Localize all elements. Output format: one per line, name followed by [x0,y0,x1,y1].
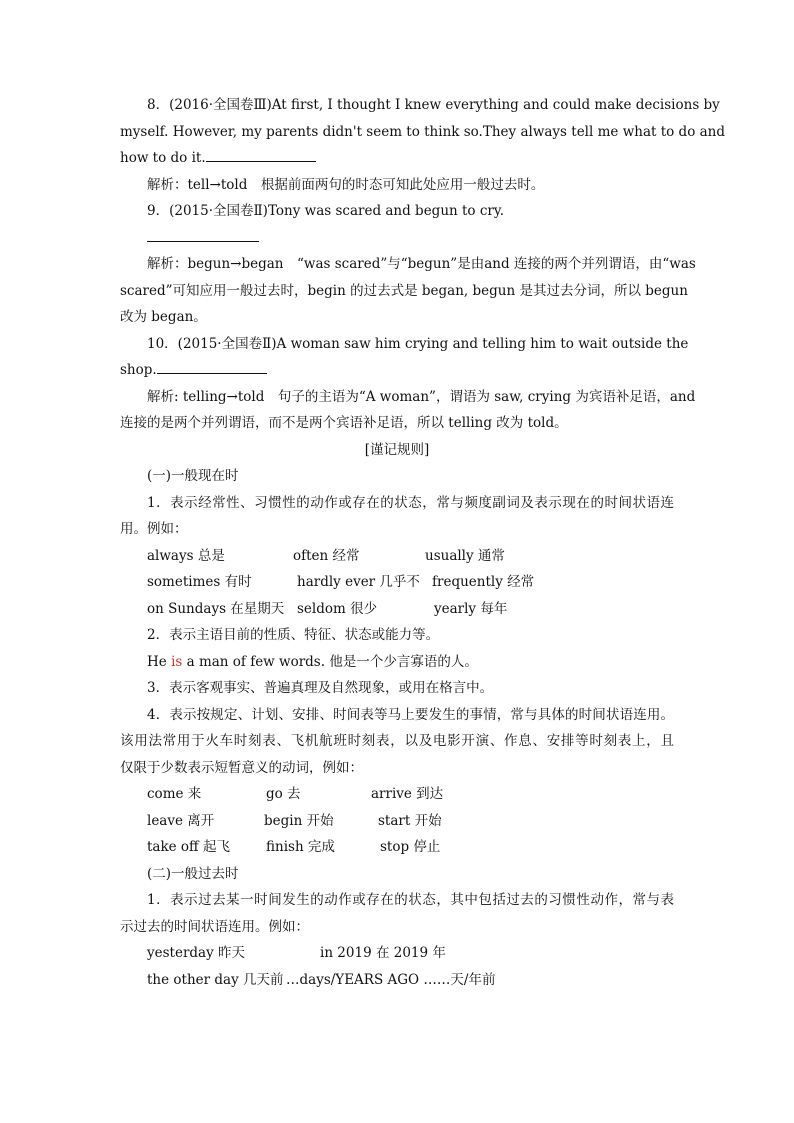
verb-cell: start 开始 [378,812,442,829]
time-row [120,940,674,967]
answer-blank-q9 [147,227,259,242]
verb-cell: come 来 [147,786,202,802]
q10-line-2 [120,357,674,384]
q10-line-1: 10．(2015·全国卷Ⅱ)A woman saw him crying and telling him to wait outside the [147,335,689,352]
q10-analysis-2: 连接的是两个并列谓语，而不是两个宾语补足语，所以 telling 改为 told。 [120,415,568,431]
time-cell: …days/YEARS AGO ……天/年前 [286,971,496,988]
time-row [120,967,674,994]
adverb-cell: yearly 每年 [434,600,508,617]
verb-row [120,808,674,835]
answer-blank-q10 [157,359,267,374]
q10-line-2-text: shop. [120,362,157,378]
document-page [120,92,725,993]
example-pre: He [147,653,172,670]
adverb-cell: frequently 经常 [432,574,535,590]
adverb-cell: hardly ever 几乎不 [297,574,420,590]
verb-cell: go 去 [266,786,301,802]
verb-cell: begin 开始 [264,812,334,829]
q9-line-1: 9．(2015·全国卷Ⅱ)Tony was scared and begun to cry. [147,203,504,219]
s1-point-1-line-2: 用。例如： [120,521,188,537]
adverb-cell: on Sundays 在星期天 [147,600,285,617]
time-cell: yesterday 昨天 [147,945,246,961]
adverb-row [120,596,674,623]
adverb-row [120,543,674,570]
time-cell: in 2019 在 2019 年 [320,945,446,961]
verb-cell: leave 离开 [147,812,215,829]
q9-blank-line [120,225,674,252]
adverb-cell: usually 通常 [425,547,505,564]
q9-analysis-1: 解析：begun→began “was scared”与“begun”是由and 连接的两个并列谓语，由“was [147,256,696,272]
q9-analysis-2: scared”可知应用一般过去时，begin 的过去式是 began, begun 是其过去分词，所以 begun [120,282,688,299]
answer-blank-q8 [206,147,316,162]
verb-cell: arrive 到达 [371,786,444,802]
rules-heading: [谨记规则] [364,441,430,458]
time-cell: the other day 几天前 [147,971,284,988]
s2-point-1-line-2: 示过去的时间状语连用。例如： [120,918,309,935]
q10-analysis-1: 解析: telling→told 句子的主语为“A woman”，谓语为 saw, crying 为宾语补足语，and [147,388,696,405]
s1-point-1-line-1: 1．表示经常性、习惯性的动作或存在的状态，常与频度副词及表示现在的时间状语连 [147,494,674,511]
example-sentence [120,649,674,676]
section-1-title: (一)一般现在时 [147,468,239,484]
adverb-row [120,569,674,596]
example-post: a man of few words. 他是一个少言寡语的人。 [182,653,478,670]
example-highlight: is [171,653,183,670]
q8-line-3-text: how to do it. [120,150,206,166]
s1-point-3: 3．表示客观事实、普遍真理及自然现象，或用在格言中。 [147,680,494,696]
adverb-cell: often 经常 [293,547,360,564]
adverb-cell: always 总是 [147,547,225,564]
section-2-title: (二)一般过去时 [147,865,239,882]
adverb-cell: seldom 很少 [297,600,378,617]
s1-point-4-line-3: 仅限于少数表示短暂意义的动词，例如： [120,759,363,776]
q8-line-1: 8．(2016·全国卷Ⅲ)At first, I thought I knew everything and could make decisions by [147,97,720,113]
s1-point-2: 2．表示主语目前的性质、特征、状态或能力等。 [147,627,440,643]
verb-row [120,781,674,808]
q8-analysis: 解析：tell→told 根据前面两句的时态可知此处应用一般过去时。 [147,176,545,193]
verb-cell: finish 完成 [266,839,335,855]
verb-cell: take off 起飞 [147,839,230,855]
verb-row [120,834,674,861]
q9-analysis-3: 改为 began。 [120,309,207,325]
verb-cell: stop 停止 [380,839,441,855]
q8-line-3 [120,145,674,172]
s1-point-4-line-1: 4．表示按规定、计划、安排、时间表等马上要发生的事情，常与具体的时间状语连用。 [147,706,674,723]
q8-line-2: myself. However, my parents didn't seem to think so.They always tell me what to do and [120,123,725,140]
adverb-cell: sometimes 有时 [147,574,252,590]
s2-point-1-line-1: 1．表示过去某一时间发生的动作或存在的状态，其中包括过去的习惯性动作，常与表 [147,892,674,908]
s1-point-4-line-2: 该用法常用于火车时刻表、飞机航班时刻表，以及电影开演、作息、安排等时刻表上，且 [120,733,674,749]
